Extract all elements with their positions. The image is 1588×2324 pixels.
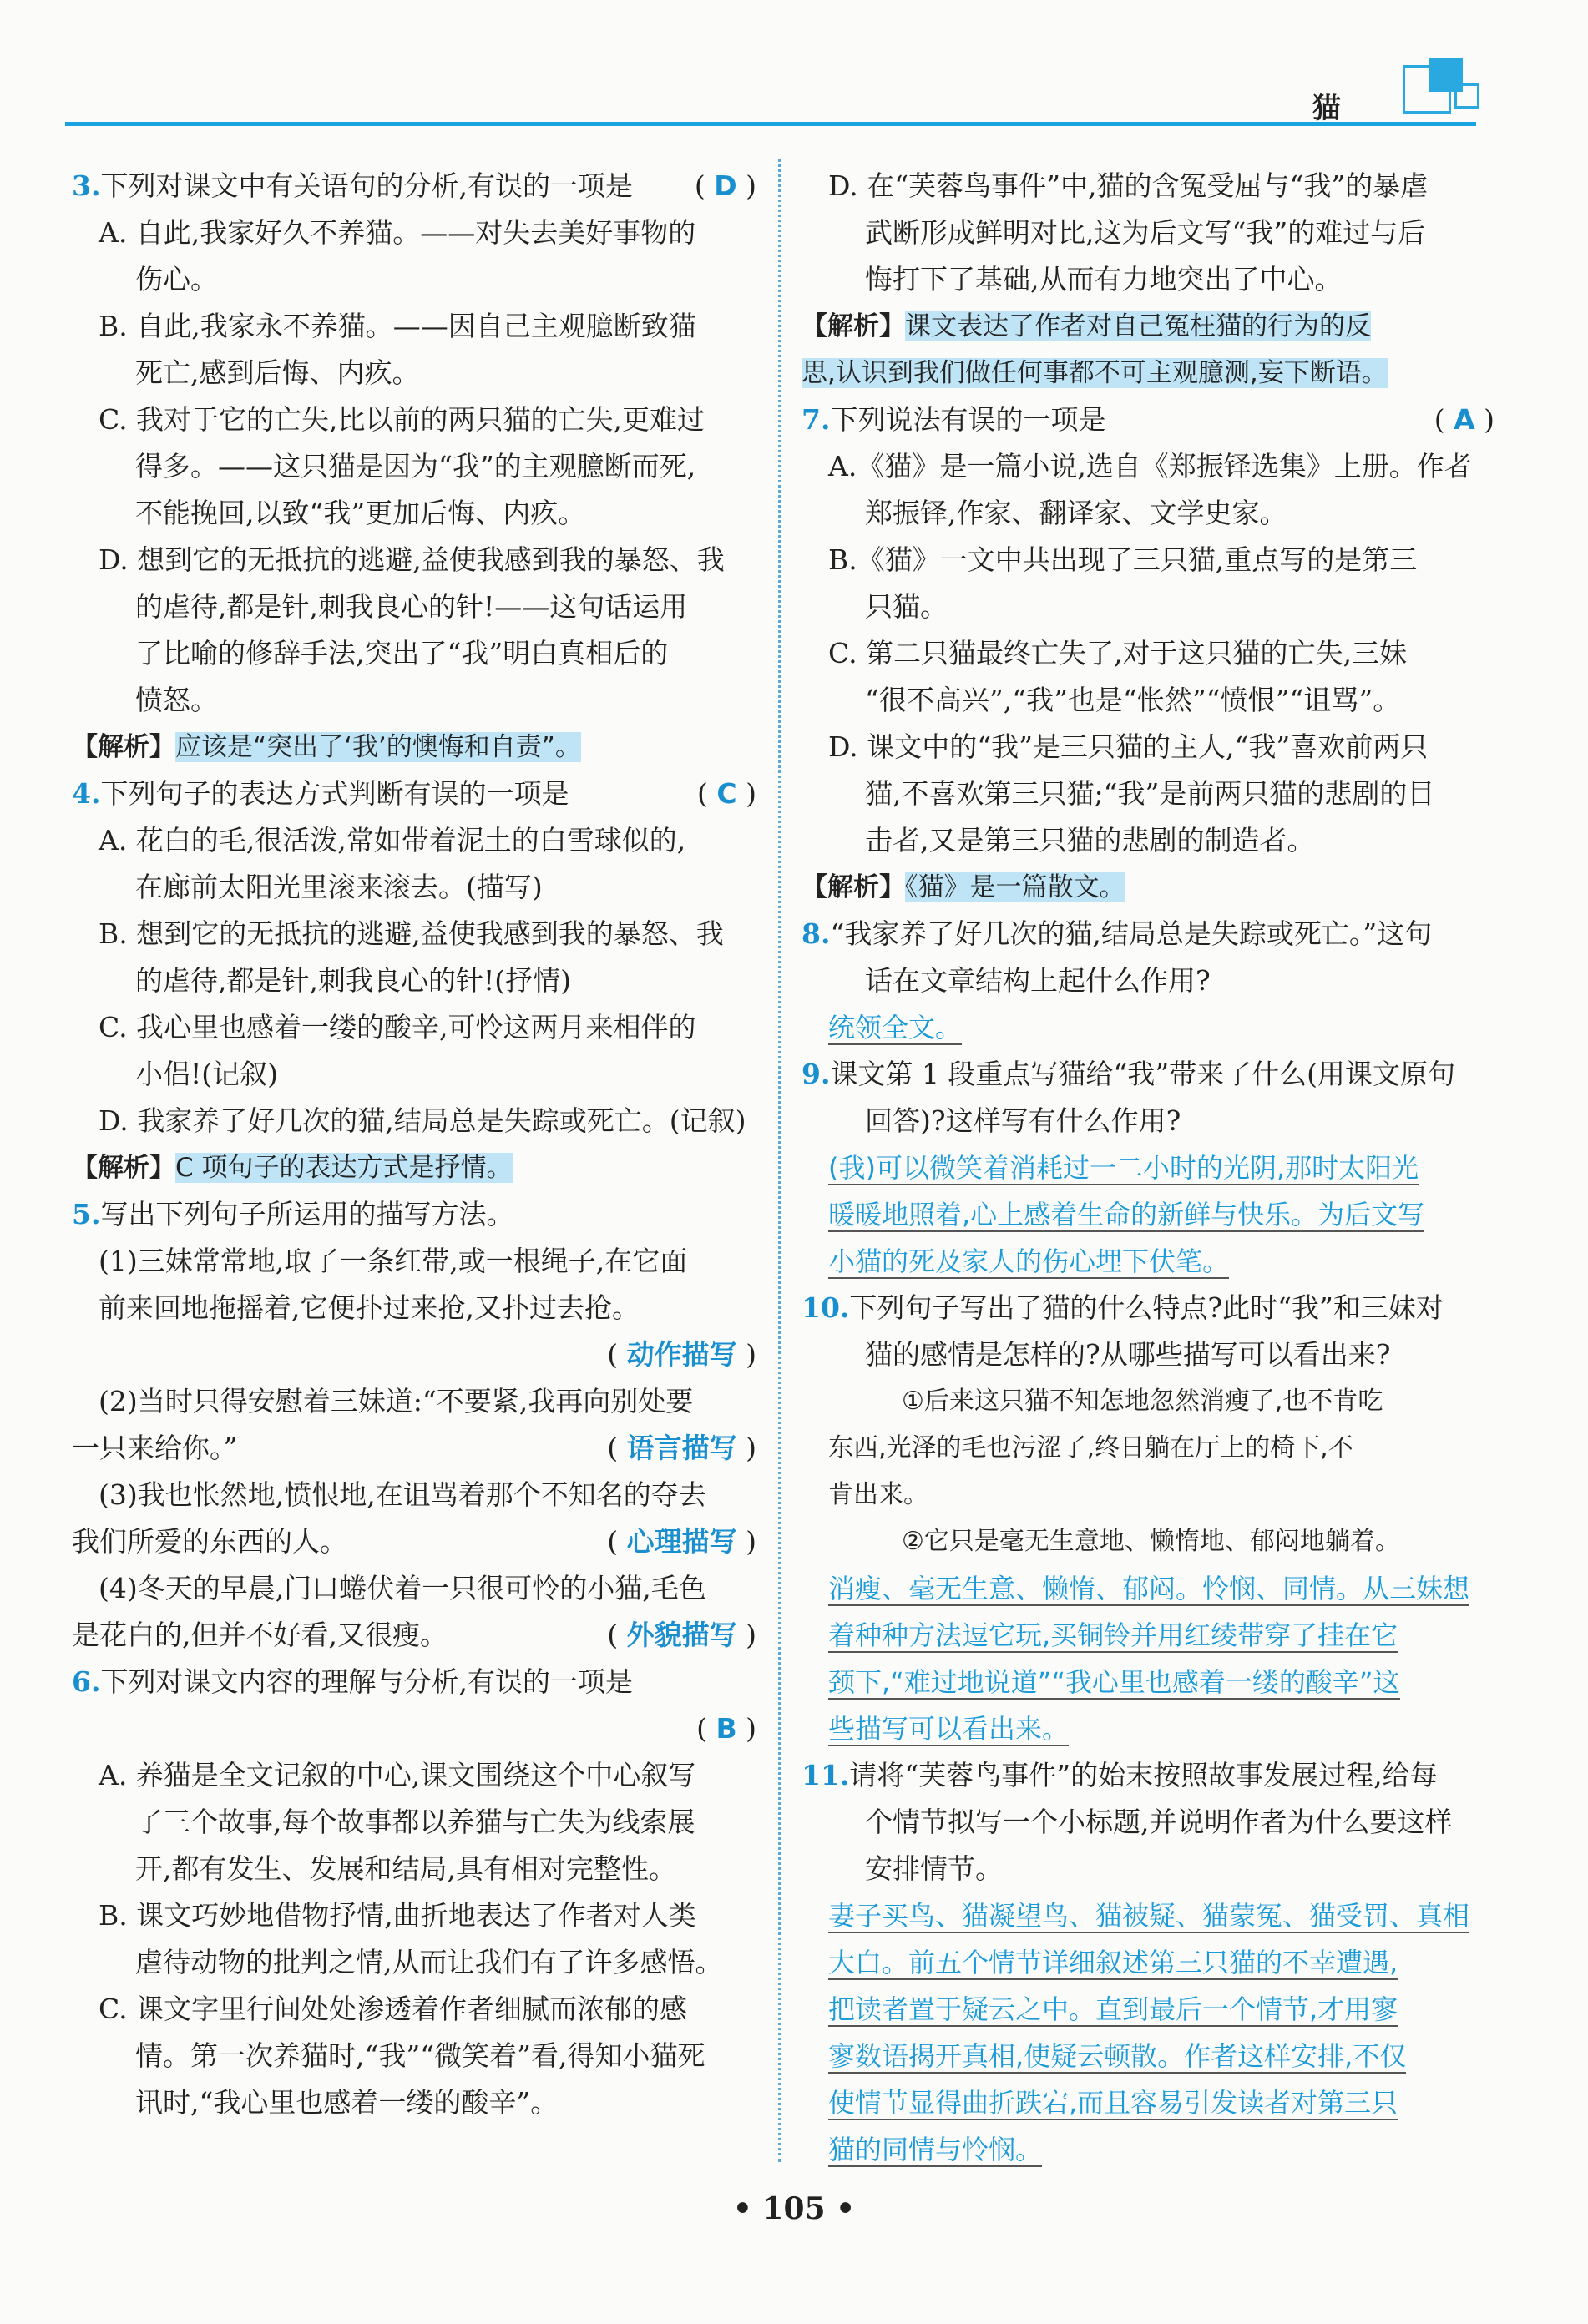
question-text: 课文第 1 段重点写猫给“我”带来了什么(用课文原句 <box>830 1058 1456 1090</box>
analysis-line <box>72 1144 756 1191</box>
question-line <box>72 770 756 817</box>
column-divider <box>778 159 781 2162</box>
question-number: 11. <box>802 1759 850 1791</box>
answer-text: 统领全文。 <box>828 1012 963 1043</box>
continuation-line: “很不高兴”,“我”也是“怅然”“愤恨”“诅骂”。 <box>865 684 1401 716</box>
answer-text-line <box>802 1144 1494 1191</box>
continuation-line: 话在文章结构上起什么作用? <box>865 964 1211 997</box>
passage-line: ②它只是毫无生意地、懒惰地、郁闷地躺着。 <box>902 1527 1400 1556</box>
analysis-text: 思,认识到我们做任何事都不可主观臆测,妄下断语。 <box>802 358 1388 388</box>
question-line <box>72 163 756 210</box>
option-line: D. 课文中的“我”是三只猫的主人,“我”喜欢前两只 <box>828 730 1429 763</box>
continuation-line: 讯时,“我心里也感着一缕的酸辛”。 <box>135 2086 559 2119</box>
answer-text: 暖暖地照着,心上感着生命的新鲜与快乐。为后文写 <box>828 1199 1425 1230</box>
answer-value: 语言描写 <box>626 1432 737 1464</box>
answer-value: A <box>1454 403 1475 436</box>
answer-text: 小猫的死及家人的伤心埋下伏笔。 <box>828 1245 1230 1277</box>
answer-text: 颈下,“难过地说道”“我心里也感着一缕的酸辛”这 <box>828 1666 1400 1698</box>
continuation-line: 猫,不喜欢第三只猫;“我”是前两只猫的悲剧的目 <box>865 777 1435 810</box>
question-line <box>802 397 1494 443</box>
answer-line <box>72 1705 756 1752</box>
continuation-line: 猫的感情是怎样的?从哪些描写可以看出来? <box>865 1338 1391 1371</box>
answer-text: 消瘦、毫无生意、懒惰、郁闷。怜悯、同情。从三妹想 <box>828 1573 1470 1604</box>
answer-text: 猫的同情与怜悯。 <box>828 2134 1043 2165</box>
question-number: 9. <box>802 1058 831 1090</box>
question-number: 10. <box>802 1291 850 1324</box>
analysis-line <box>802 864 1494 911</box>
continuation-line: 安排情节。 <box>865 1852 1003 1885</box>
analysis-line <box>72 724 756 770</box>
continuation-line: 情。第一次养猫时,“我”“微笑着”看,得知小猫死 <box>135 2039 705 2072</box>
answer-line-text: 是花白的,但并不好看,又很瘦。 <box>72 1619 448 1651</box>
answer-value: 外貌描写 <box>626 1619 737 1651</box>
answer-text-line <box>802 1238 1494 1285</box>
answer-text-line <box>802 1565 1494 1612</box>
answer-text-line <box>802 1612 1494 1659</box>
option-line: D. 我家养了好几次的猫,结局总是失踪或死亡。(记叙) <box>99 1104 746 1137</box>
question-text: 请将“芙蓉鸟事件”的始末按照故事发展过程,给每 <box>849 1759 1438 1791</box>
continuation-line: 死亡,感到后悔、内疚。 <box>135 356 420 389</box>
corner-decoration-small <box>1454 83 1479 109</box>
answer-line <box>72 1331 756 1378</box>
continuation-line: 的虐待,都是针,刺我良心的针!(抒情) <box>135 964 571 997</box>
answer-value: C <box>716 777 737 810</box>
continuation-line: 个情节拟写一个小标题,并说明作者为什么要这样 <box>865 1806 1453 1838</box>
option-line: (2)当时只得安慰着三妹道:“不要紧,我再向别处要 <box>99 1385 694 1417</box>
answer-paren: ( B ) <box>696 1712 756 1745</box>
option-line: A. 养猫是全文记叙的中心,课文围绕这个中心叙写 <box>99 1759 696 1791</box>
page-number: • 105 • <box>732 2191 856 2226</box>
question-line <box>802 1051 1494 1098</box>
question-number: 4. <box>72 777 101 810</box>
answer-value: 动作描写 <box>626 1338 737 1371</box>
option-line: C. 课文字里行间处处渗透着作者细腻而浓郁的感 <box>99 1993 688 2025</box>
continuation-line: 伤心。 <box>135 263 218 296</box>
answer-text-line <box>802 2126 1494 2173</box>
answer-value: D <box>714 169 737 202</box>
passage-line: 肯出来。 <box>828 1480 928 1509</box>
continuation-line: 了比喻的修辞手法,突出了“我”明白真相后的 <box>135 637 669 669</box>
answer-line <box>72 1518 756 1565</box>
question-text: 写出下列句子所运用的描写方法。 <box>100 1198 514 1230</box>
option-line: B. 自此,我家永不养猫。——因自己主观臆断致猫 <box>99 310 696 342</box>
answer-paren: ( D ) <box>694 169 756 202</box>
question-line <box>802 1752 1494 1799</box>
answer-text: 大白。前五个情节详细叙述第三只猫的不幸遭遇, <box>828 1947 1398 1978</box>
answer-line-text: 一只来给你。” <box>72 1432 238 1464</box>
analysis-text: 《猫》是一篇散文。 <box>905 872 1125 902</box>
analysis-tag: 【解析】 <box>802 311 905 341</box>
option-line: (1)三妹常常地,取了一条红带,或一根绳子,在它面 <box>99 1245 688 1277</box>
continuation-line: 郑振铎,作家、翻译家、文学史家。 <box>865 497 1287 529</box>
continuation-line: 了三个故事,每个故事都以养猫与亡失为线索展 <box>135 1806 695 1838</box>
answer-text-line <box>802 1939 1494 1986</box>
answer-text-line <box>802 1004 1494 1051</box>
option-line: A. 自此,我家好久不养猫。——对失去美好事物的 <box>99 216 696 249</box>
answer-text: 寥数语揭开真相,使疑云顿散。作者这样安排,不仅 <box>828 2040 1407 2072</box>
answer-text: 些描写可以看出来。 <box>828 1713 1070 1745</box>
answer-text-line <box>802 1705 1494 1752</box>
option-line: (3)我也怅然地,愤恨地,在诅骂着那个不知名的夺去 <box>99 1478 706 1511</box>
option-line: A. 花白的毛,很活泼,常如带着泥土的白雪球似的, <box>99 824 686 856</box>
question-text: 下列句子写出了猫的什么特点?此时“我”和三妹对 <box>849 1291 1444 1324</box>
analysis-tag: 【解析】 <box>72 732 175 762</box>
question-number: 3. <box>72 169 101 202</box>
question-number: 7. <box>802 403 831 436</box>
header-rule <box>65 122 1476 126</box>
continuation-line: 虐待动物的批判之情,从而让我们有了许多感悟。 <box>135 1946 723 1978</box>
passage-line: 东西,光泽的毛也污涩了,终日躺在厅上的椅下,不 <box>828 1433 1353 1463</box>
analysis-text: 课文表达了作者对自己冤枉猫的行为的反 <box>905 311 1371 341</box>
continuation-line: 击者,又是第三只猫的悲剧的制造者。 <box>865 824 1315 856</box>
passage-line: ①后来这只猫不知怎地忽然消瘦了,也不肯吃 <box>902 1387 1383 1416</box>
continuation-line: 得多。——这只猫是因为“我”的主观臆断而死, <box>135 450 696 482</box>
answer-paren: ( 语言描写 ) <box>607 1432 756 1464</box>
answer-text-line <box>802 1659 1494 1705</box>
continuation-line: 开,都有发生、发展和结局,具有相对完整性。 <box>135 1852 676 1885</box>
answer-text: 使情节显得曲折跌宕,而且容易引发读者对第三只 <box>828 2087 1398 2119</box>
answer-line <box>72 1612 756 1659</box>
option-line: B. 课文巧妙地借物抒情,曲折地表达了作者对人类 <box>99 1899 696 1932</box>
question-line <box>72 1191 756 1238</box>
question-text: 下列对课文中有关语句的分析,有误的一项是 <box>100 169 633 202</box>
continuation-line: 的虐待,都是针,刺我良心的针!——这句话运用 <box>135 590 688 623</box>
answer-text-line <box>802 2079 1494 2126</box>
answer-text: 妻子买鸟、猫凝望鸟、猫被疑、猫蒙冤、猫受罚、真相 <box>828 1900 1470 1932</box>
answer-paren: ( 外貌描写 ) <box>607 1619 756 1651</box>
option-line: C. 第二只猫最终亡失了,对于这只猫的亡失,三妹 <box>828 637 1408 669</box>
analysis-text: C 项句子的表达方式是抒情。 <box>175 1153 513 1183</box>
analysis-line <box>802 350 1494 397</box>
option-line: B. 想到它的无抵抗的逃避,益使我感到我的暴怒、我 <box>99 917 724 950</box>
answer-paren: ( C ) <box>697 777 756 810</box>
question-text: “我家养了好几次的猫,结局总是失踪或死亡。”这句 <box>830 917 1433 950</box>
answer-value: B <box>716 1712 737 1745</box>
question-number: 6. <box>72 1665 101 1698</box>
question-line <box>72 1659 756 1705</box>
answer-text: 着种种方法逗它玩,买铜铃并用红绫带穿了挂在它 <box>828 1619 1398 1651</box>
question-text: 下列句子的表达方式判断有误的一项是 <box>100 777 569 810</box>
option-line: D. 想到它的无抵抗的逃避,益使我感到我的暴怒、我 <box>99 543 725 576</box>
option-line: C. 我对于它的亡失,比以前的两只猫的亡失,更难过 <box>99 403 705 436</box>
question-line <box>802 1285 1494 1331</box>
continuation-line: 悔打下了基础,从而有力地突出了中心。 <box>865 263 1343 296</box>
answer-paren: ( A ) <box>1434 403 1494 436</box>
question-text: 下列对课文内容的理解与分析,有误的一项是 <box>100 1665 633 1698</box>
answer-line-text: 我们所爱的东西的人。 <box>72 1525 347 1558</box>
analysis-text: 应该是“突出了‘我’的懊悔和自责”。 <box>175 732 581 762</box>
answer-text-line <box>802 1191 1494 1238</box>
left-column <box>72 163 756 2126</box>
answer-text: 把读者置于疑云之中。直到最后一个情节,才用寥 <box>828 1993 1398 2025</box>
option-line: (4)冬天的早晨,门口蜷伏着一只很可怜的小猫,毛色 <box>99 1572 706 1604</box>
question-number: 5. <box>72 1198 101 1230</box>
answer-paren: ( 动作描写 ) <box>607 1338 756 1371</box>
option-line: D. 在“芙蓉鸟事件”中,猫的含冤受屈与“我”的暴虐 <box>828 169 1429 202</box>
continuation-line: 回答)?这样写有什么作用? <box>865 1104 1181 1137</box>
analysis-tag: 【解析】 <box>802 872 905 902</box>
right-column <box>802 163 1494 2173</box>
answer-line <box>72 1425 756 1472</box>
analysis-line <box>802 303 1494 350</box>
option-line: B.《猫》一文中共出现了三只猫,重点写的是第三 <box>828 543 1418 576</box>
question-line <box>802 911 1494 957</box>
continuation-line: 在廊前太阳光里滚来滚去。(描写) <box>135 871 543 903</box>
question-text: 下列说法有误的一项是 <box>830 403 1106 436</box>
analysis-tag: 【解析】 <box>72 1153 175 1183</box>
option-line: 前来回地拖摇着,它便扑过来抢,又扑过去抢。 <box>99 1291 640 1324</box>
header-title: 猫 <box>1312 92 1341 125</box>
continuation-line: 只猫。 <box>865 590 948 623</box>
question-number: 8. <box>802 917 831 950</box>
answer-text-line <box>802 1892 1494 1939</box>
continuation-line: 愤怒。 <box>135 684 218 716</box>
continuation-line: 小侣!(记叙) <box>135 1058 279 1090</box>
answer-value: 心理描写 <box>626 1525 737 1558</box>
option-line: A.《猫》是一篇小说,选自《郑振铎选集》上册。作者 <box>828 450 1472 482</box>
continuation-line: 武断形成鲜明对比,这为后文写“我”的难过与后 <box>865 216 1426 249</box>
answer-paren: ( 心理描写 ) <box>607 1525 756 1558</box>
answer-text-line <box>802 2033 1494 2079</box>
answer-text: (我)可以微笑着消耗过一二小时的光阴,那时太阳光 <box>828 1152 1419 1184</box>
option-line: C. 我心里也感着一缕的酸辛,可怜这两月来相伴的 <box>99 1011 696 1043</box>
continuation-line: 不能挽回,以致“我”更加后悔、内疚。 <box>135 497 586 529</box>
answer-text-line <box>802 1986 1494 2033</box>
